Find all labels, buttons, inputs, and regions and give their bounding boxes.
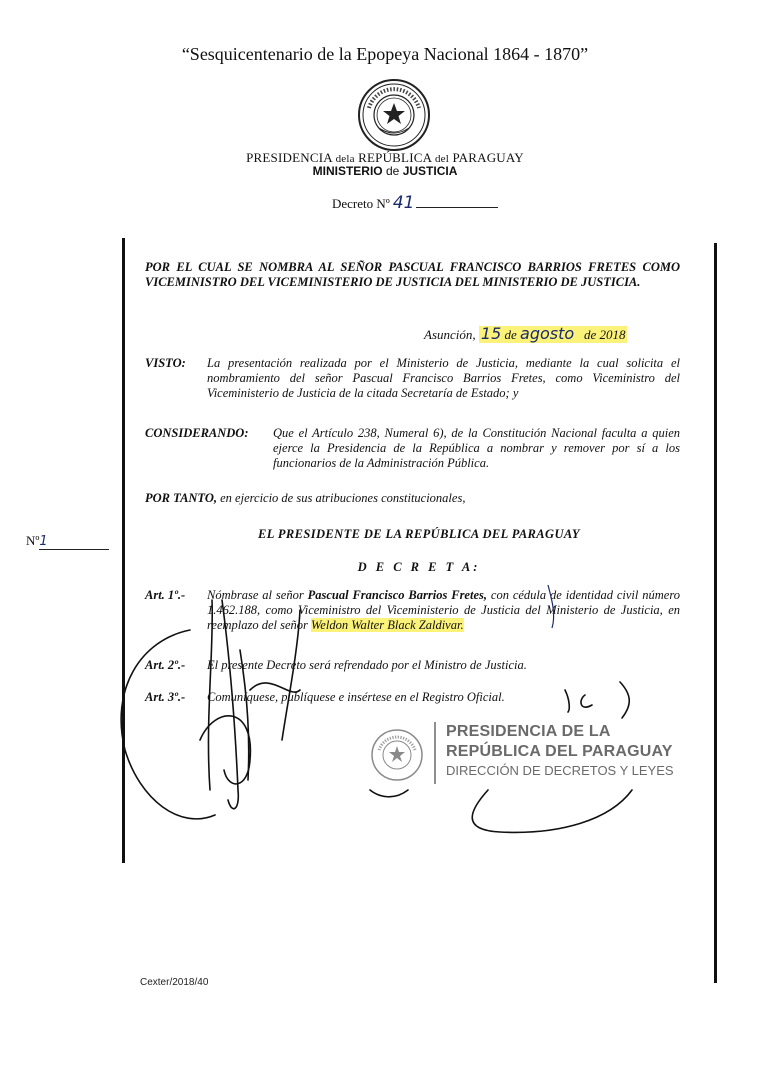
- presidency-heading: PRESIDENCIA dela REPÚBLICA del PARAGUAY: [246, 150, 524, 165]
- decree-number-handwritten: 41: [392, 193, 415, 213]
- decree-title: POR EL CUAL SE NOMBRA AL SEÑOR PASCUAL FRANCISCO BARRIOS FRETES COMO VICEMINISTRO DEL VICEMINISTERIO DE JUSTICIA DEL MINISTERIO DE JUSTICIA.: [145, 260, 680, 289]
- national-seal-icon: [357, 78, 431, 152]
- decree-date: Asunción, 15 de agosto de 2018: [424, 324, 626, 343]
- decreta-heading: D E C R E T A:: [357, 560, 481, 574]
- considerando-section: CONSIDERANDO: Que el Artículo 238, Numeral 6), de la Constitución Nacional faculta a quien ejerce la Presidencia de la República a nombrar y remover por sí a los funcionarios de la Administración Pública.: [145, 426, 680, 470]
- article-3: Art. 3º.- Comuníquese, publíquese e insértese en el Registro Oficial.: [145, 690, 505, 704]
- por-tanto-section: POR TANTO, en ejercicio de sus atribuciones constitucionales,: [145, 491, 466, 505]
- article-1: Art. 1º.- Nómbrase al señor Pascual Francisco Barrios Fretes, con cédula de identidad civil número 1.462.188, como Viceministro del Viceministerio de Justicia del Ministerio de Justicia, en reemplazo del señor Weldon Walter Black Zaldivar.: [145, 588, 680, 632]
- official-stamp: [360, 716, 680, 788]
- left-margin-bar: [122, 238, 125, 863]
- right-margin-bar: [714, 243, 717, 983]
- date-month: agosto: [520, 324, 575, 343]
- replaced-name-highlight: Weldon Walter Black Zaldivar.: [311, 618, 464, 632]
- date-day: 15: [480, 324, 502, 343]
- stamp-text: PRESIDENCIA DE LA REPÚBLICA DEL PARAGUAY DIRECCIÓN DE DECRETOS Y LEYES: [446, 723, 674, 778]
- article-2: Art. 2º.- El presente Decreto será refrendado por el Ministro de Justicia.: [145, 658, 527, 672]
- ministry-heading: MINISTERIO de JUSTICIA: [312, 164, 458, 178]
- visto-section: VISTO: La presentación realizada por el Ministerio de Justicia, mediante la cual solicita el nombramiento del señor Pascual Francisco Barrios Fretes, como Viceministro del Viceministerio de Justicia de la citada Secretaría de Estado; y: [145, 356, 680, 400]
- president-heading: EL PRESIDENTE DE LA REPÚBLICA DEL PARAGUAY: [258, 527, 580, 541]
- decree-number: Decreto Nº 41: [332, 193, 498, 213]
- stamp-seal-icon: [370, 728, 424, 782]
- margin-number: Nº1: [26, 533, 109, 550]
- motto-line: “Sesquicentenario de la Epopeya Nacional 1864 - 1870”: [181, 44, 589, 64]
- stamp-divider: [434, 722, 436, 784]
- footer-reference: Cexter/2018/40: [140, 977, 209, 988]
